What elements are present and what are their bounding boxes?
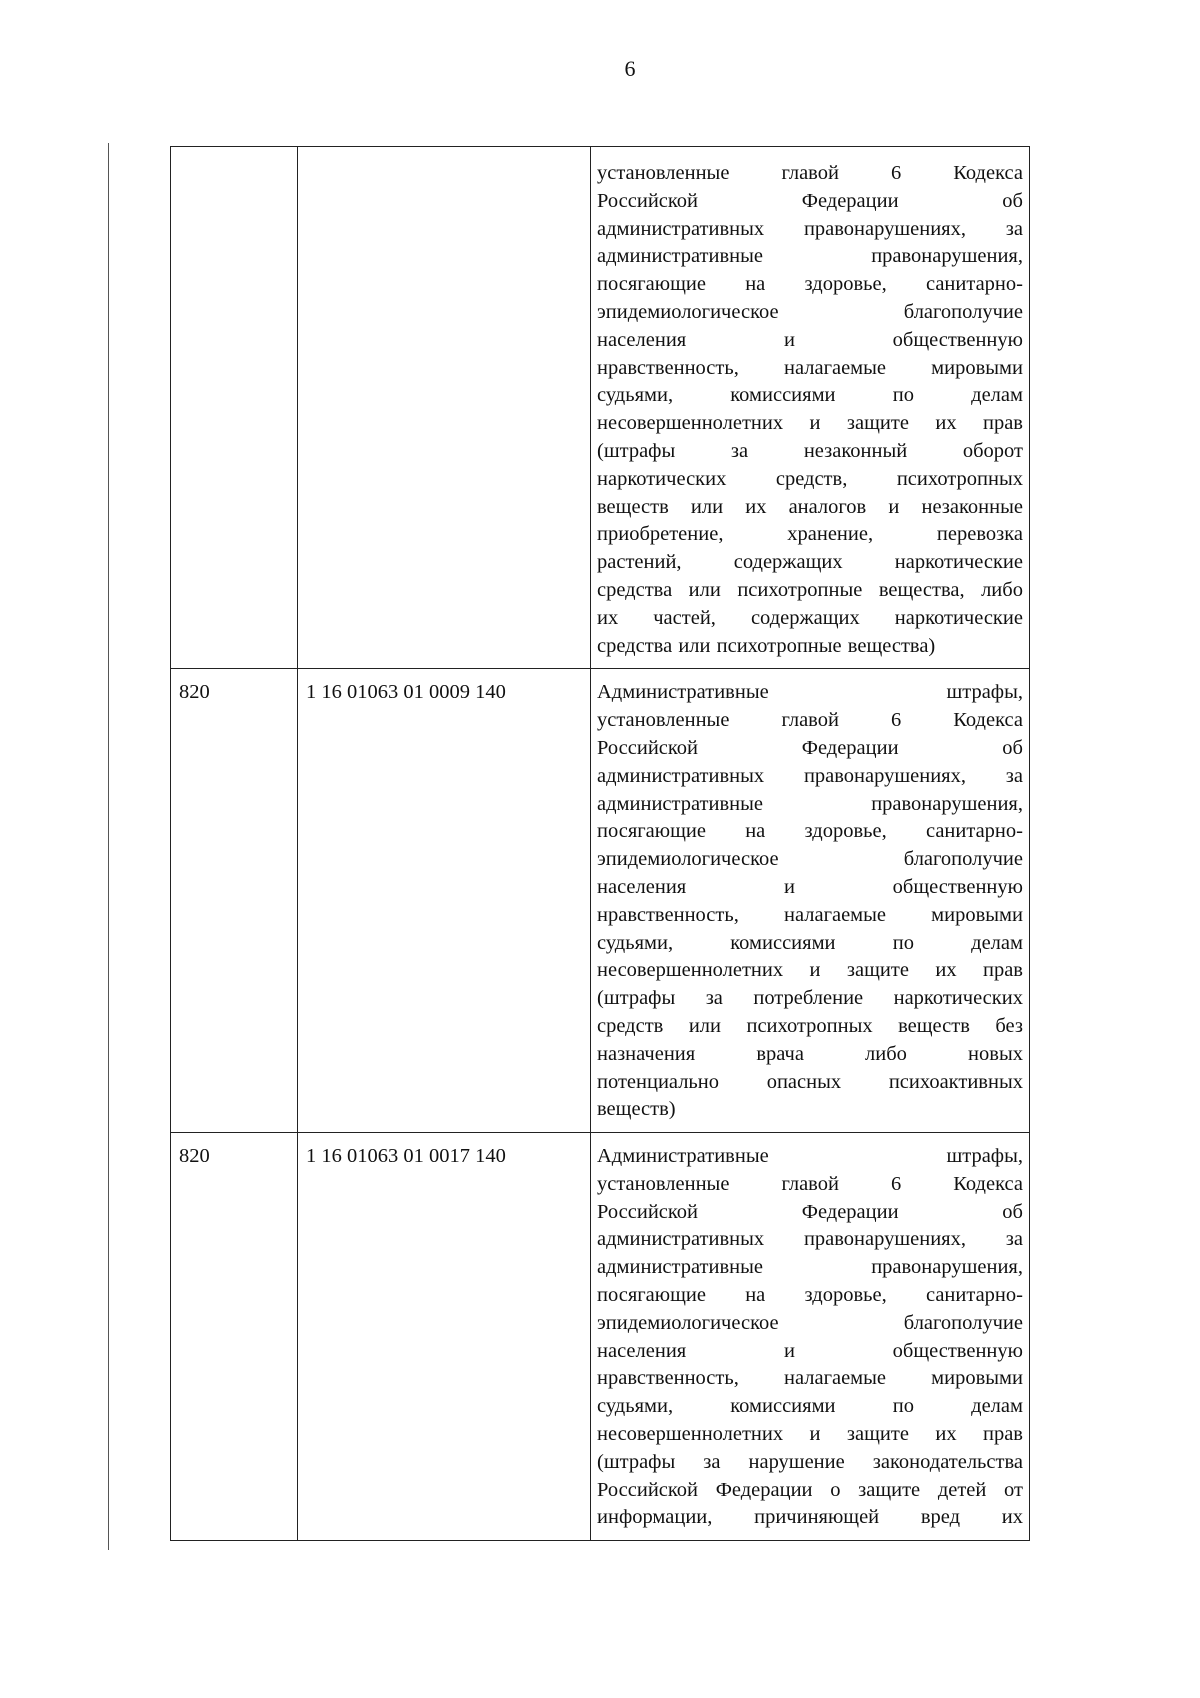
description-line: посягающие на здоровье, санитарно-: [597, 820, 1023, 843]
description-line: несовершеннолетних и защите их прав: [597, 412, 1023, 435]
table-row: [171, 1133, 1030, 1541]
description-line: нравственность, налагаемые мировыми: [597, 1367, 1023, 1390]
description-cell: [591, 669, 1030, 1133]
description-line: назначения врача либо новых: [597, 1042, 1023, 1065]
description-line: приобретение, хранение, перевозка: [597, 523, 1023, 546]
description-line: Российской Федерации об: [597, 1200, 1023, 1223]
description-line: Административные штрафы,: [597, 1145, 1023, 1168]
description-line: Российской Федерации об: [597, 189, 1023, 212]
description-line: средства или психотропные вещества, либо: [597, 578, 1023, 601]
description-line: населения и общественную: [597, 1339, 1023, 1362]
description-line: нравственность, налагаемые мировыми: [597, 903, 1023, 926]
description-line: эпидемиологическое благополучие: [597, 300, 1023, 323]
description-line: административных правонарушениях, за: [597, 764, 1023, 787]
table-row: [171, 669, 1030, 1133]
kbk-code-cell: 1 16 01063 01 0017 140: [298, 1133, 591, 1541]
kbk-code-cell: 1 16 01063 01 0009 140: [298, 669, 591, 1133]
description-line: населения и общественную: [597, 875, 1023, 898]
description-cell: [591, 147, 1030, 669]
budget-codes-table: [170, 146, 1030, 1541]
description-line: несовершеннолетних и защите их прав: [597, 1423, 1023, 1446]
description-line: судьями, комиссиями по делам: [597, 1395, 1023, 1418]
description-line: потенциально опасных психоактивных: [597, 1070, 1023, 1093]
kbk-code-cell: [298, 147, 591, 669]
description-line: судьями, комиссиями по делам: [597, 931, 1023, 954]
description-line: Российской Федерации о защите детей от: [597, 1478, 1023, 1501]
description-cell: [591, 1133, 1030, 1541]
description-line: установленные главой 6 Кодекса: [597, 709, 1023, 732]
description-line: (штрафы за незаконный оборот: [597, 439, 1023, 462]
description-line: Российской Федерации об: [597, 736, 1023, 759]
margin-rule: [108, 143, 109, 1550]
description-line: (штрафы за потребление наркотических: [597, 987, 1023, 1010]
description-line: эпидемиологическое благополучие: [597, 1311, 1023, 1334]
admin-code-cell: 820: [171, 1133, 298, 1541]
description-line: их частей, содержащих наркотические: [597, 606, 1023, 629]
description-line: эпидемиологическое благополучие: [597, 848, 1023, 871]
admin-code-cell: 820: [171, 669, 298, 1133]
description-line: Административные штрафы,: [597, 681, 1023, 704]
description-line: административных правонарушениях, за: [597, 217, 1023, 240]
description-line: нравственность, налагаемые мировыми: [597, 356, 1023, 379]
description-line: несовершеннолетних и защите их прав: [597, 959, 1023, 982]
admin-code-cell: [171, 147, 298, 669]
description-line: информации, причиняющей вред их: [597, 1506, 1023, 1529]
description-line: посягающие на здоровье, санитарно-: [597, 273, 1023, 296]
description-line: посягающие на здоровье, санитарно-: [597, 1284, 1023, 1307]
description-line: административные правонарушения,: [597, 792, 1023, 815]
table-row: [171, 147, 1030, 669]
description-line: веществ или их аналогов и незаконные: [597, 495, 1023, 518]
description-line: растений, содержащих наркотические: [597, 551, 1023, 574]
page-number: 6: [624, 56, 636, 81]
description-line: судьями, комиссиями по делам: [597, 384, 1023, 407]
description-line: веществ): [597, 1098, 676, 1121]
description-line: наркотических средств, психотропных: [597, 467, 1023, 490]
table-body: [171, 147, 1030, 1541]
description-line: средства или психотропные вещества): [597, 634, 936, 657]
description-line: населения и общественную: [597, 328, 1023, 351]
description-line: средств или психотропных веществ без: [597, 1014, 1023, 1037]
description-line: установленные главой 6 Кодекса: [597, 162, 1023, 184]
description-line: установленные главой 6 Кодекса: [597, 1172, 1023, 1195]
description-line: административные правонарушения,: [597, 245, 1023, 268]
description-line: административных правонарушениях, за: [597, 1228, 1023, 1251]
description-line: административные правонарушения,: [597, 1256, 1023, 1279]
description-line: (штрафы за нарушение законодательства: [597, 1450, 1023, 1473]
